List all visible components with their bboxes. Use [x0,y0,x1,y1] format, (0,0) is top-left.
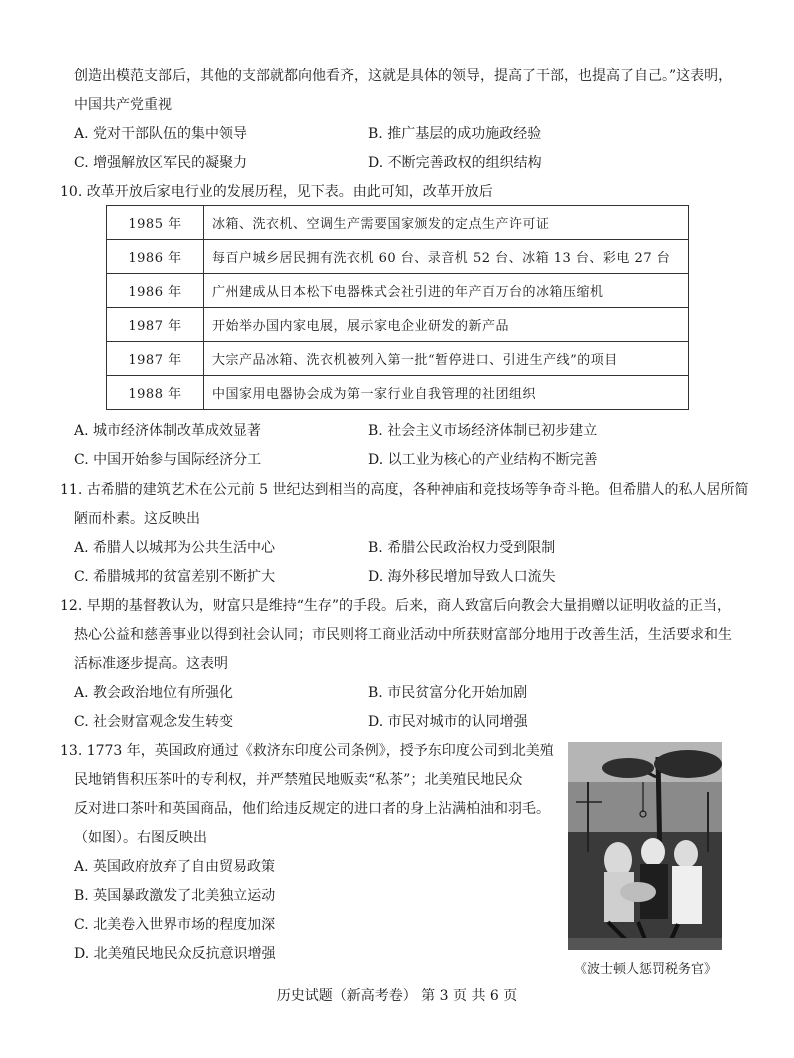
table-year-cell: 1988 年 [107,376,204,410]
q13-stem-line4: （如图）。右图反映出 [74,830,207,846]
q13-stem-line3: 反对进口茶叶和英国商品，他们给违反规定的进口者的身上沾满柏油和羽毛。 [74,801,550,817]
q13-stem-line2: 民地销售积压茶叶的专利权，并严禁殖民地贩卖“私茶”；北美殖民地民众 [74,772,523,788]
q12-stem-line1: 12. 早期的基督教认为，财富只是维持“生存”的手段。后来，商人致富后向教会大量捐赠以证明收益的正当， [60,598,732,614]
q9-stem-line2: 中国共产党重视 [74,97,172,113]
table-year-cell: 1987 年 [107,308,204,342]
page-footer: 历史试题（新高考卷） 第 3 页 共 6 页 [276,988,518,1004]
q12-stem-line2: 热心公益和慈善事业以得到社会认同；市民则将工商业活动中所获财富部分地用于改善生活，生活要求和生 [74,627,732,643]
q12-option-c: C. 社会财富观念发生转变 [74,714,234,730]
table-event-cell: 广州建成从日本松下电器株式会社引进的年产百万台的冰箱压缩机 [204,274,689,308]
q9-option-a: A. 党对干部队伍的集中领导 [74,126,248,142]
q13-option-b: B. 英国暴政激发了北美独立运动 [74,888,276,904]
table-event-cell: 开始举办国内家电展，展示家电企业研发的新产品 [204,308,689,342]
q10-stem: 10. 改革开放后家电行业的发展历程，见下表。由此可知，改革开放后 [60,184,493,200]
q9-option-d: D. 不断完善政权的组织结构 [368,155,542,171]
figure-caption: 《波士顿人惩罚税务官》 [574,962,718,977]
q11-option-b: B. 希腊公民政治权力受到限制 [368,540,556,556]
table-event-cell: 大宗产品冰箱、洗衣机被列入第一批“暂停进口、引进生产线”的项目 [204,342,689,376]
table-year-cell: 1986 年 [107,240,204,274]
table-event-cell: 冰箱、洗衣机、空调生产需要国家颁发的定点生产许可证 [204,206,689,240]
q10-option-c: C. 中国开始参与国际经济分工 [74,452,262,468]
q11-option-c: C. 希腊城邦的贫富差别不断扩大 [74,569,276,585]
table-row [107,308,689,342]
q13-option-d: D. 北美殖民地民众反抗意识增强 [74,946,276,962]
q11-option-d: D. 海外移民增加导致人口流失 [368,569,556,585]
q10-option-b: B. 社会主义市场经济体制已初步建立 [368,423,598,439]
table-event-cell: 中国家用电器协会成为第一家行业自我管理的社团组织 [204,376,689,410]
q12-option-d: D. 市民对城市的认同增强 [368,714,528,730]
boston-tarring-illustration [568,742,722,950]
table-row [107,206,689,240]
table-event-cell: 每百户城乡居民拥有洗衣机 60 台、录音机 52 台、冰箱 13 台、彩电 27 台 [204,240,689,274]
table-row [107,240,689,274]
table-year-cell: 1987 年 [107,342,204,376]
q9-option-b: B. 推广基层的成功施政经验 [368,126,542,142]
table-row [107,342,689,376]
table-year-cell: 1985 年 [107,206,204,240]
q10-option-d: D. 以工业为核心的产业结构不断完善 [368,452,598,468]
table-year-cell: 1986 年 [107,274,204,308]
q11-stem-line2: 陋而朴素。这反映出 [74,511,200,527]
table-row [107,274,689,308]
q12-option-a: A. 教会政治地位有所强化 [74,685,234,701]
q12-option-b: B. 市民贫富分化开始加剧 [368,685,528,701]
q13-option-c: C. 北美卷入世界市场的程度加深 [74,917,276,933]
q9-option-c: C. 增强解放区军民的凝聚力 [74,155,248,171]
q13-stem-line1: 13. 1773 年，英国政府通过《救济东印度公司条例》，授予东印度公司到北美殖 [60,743,554,759]
appliance-history-table [106,205,689,410]
table-row [107,376,689,410]
q13-option-a: A. 英国政府放弃了自由贸易政策 [74,859,276,875]
q12-stem-line3: 活标准逐步提高。这表明 [74,656,228,672]
q11-option-a: A. 希腊人以城邦为公共生活中心 [74,540,276,556]
q10-option-a: A. 城市经济体制改革成效显著 [74,423,262,439]
q9-stem-line1: 创造出模范支部后，其他的支部就都向他看齐，这就是具体的领导，提高了干部，也提高了自己。”这表明， [74,68,733,84]
q11-stem-line1: 11. 古希腊的建筑艺术在公元前 5 世纪达到相当的高度，各种神庙和竞技场等争奇斗艳。但希腊人的私人居所简 [60,482,749,498]
